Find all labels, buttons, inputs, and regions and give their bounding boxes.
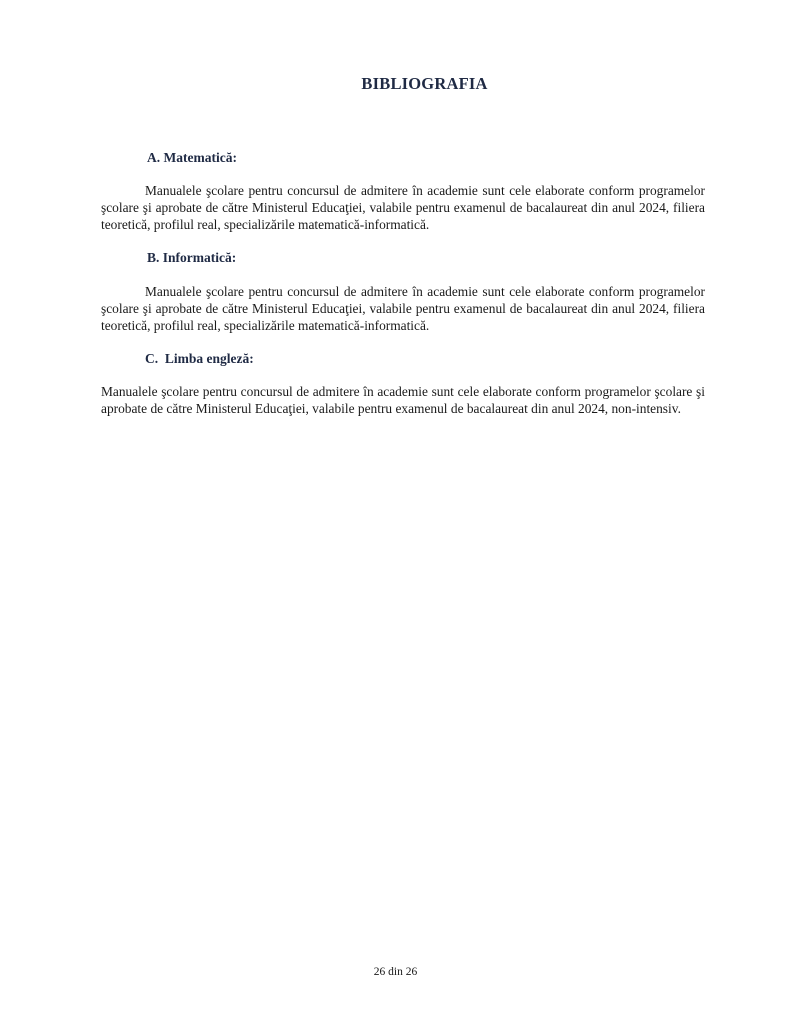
section-heading-limba-engleza: C. Limba engleză: <box>145 351 254 366</box>
section-paragraph-informatica: Manualele şcolare pentru concursul de admitere în academie sunt cele elaborate conform programelor şcolare şi aprobate de către Ministerul Educaţiei, valabile pentru examenul de bacalaureat din anul 2024, filiera teoretică, profilul real, specializările matematică-informatică. <box>101 284 705 333</box>
section-paragraph-matematica: Manualele şcolare pentru concursul de admitere în academie sunt cele elaborate conform programelor şcolare şi aprobate de către Ministerul Educaţiei, valabile pentru examenul de bacalaureat din anul 2024, filiera teoretică, profilul real, specializările matematică-informatică. <box>101 183 705 232</box>
page-number-footer: 26 din 26 <box>373 966 418 978</box>
section-heading-matematica: A. Matematică: <box>147 150 237 165</box>
section-paragraph-limba-engleza: Manualele şcolare pentru concursul de admitere în academie sunt cele elaborate conform programelor şcolare şi aprobate de către Ministerul Educaţiei, valabile pentru examenul de bacalaureat din anul 2024, non-intensiv. <box>101 384 705 416</box>
section-heading-informatica: B. Informatică: <box>147 250 237 265</box>
page-title: BIBLIOGRAFIA <box>361 74 488 93</box>
